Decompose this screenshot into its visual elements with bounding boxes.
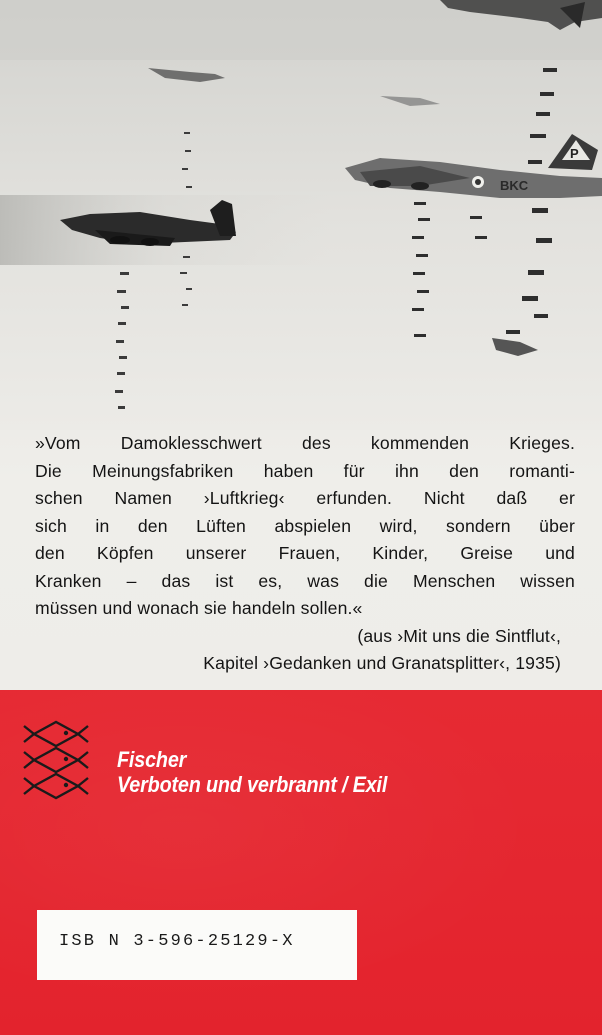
svg-text:BKC: BKC bbox=[500, 178, 529, 193]
series-name: Verboten und verbrannt / Exil bbox=[117, 772, 388, 797]
svg-text:P: P bbox=[570, 146, 579, 161]
quote-line: sich in den Lüften abspielen wird, sondern über bbox=[35, 515, 575, 536]
bomber-photograph bbox=[0, 0, 602, 430]
quote-line: müssen und wonach sie handeln sollen.« bbox=[35, 598, 363, 618]
quote-line: Die Meinungsfabriken haben für ihn den romanti- bbox=[35, 460, 575, 481]
isbn-label bbox=[37, 910, 357, 980]
publisher-text bbox=[117, 748, 417, 798]
quote-line: »Vom Damoklesschwert des kommenden Krieges. bbox=[35, 433, 575, 453]
fischer-fish-logo-icon bbox=[22, 720, 90, 802]
quote-source: (aus ›Mit uns die Sintflut‹, bbox=[357, 625, 561, 646]
quote-source: Kapitel ›Gedanken und Granatsplitter‹, 1935) bbox=[203, 653, 561, 673]
quote-line: Kranken – das ist es, was die Menschen wissen bbox=[35, 570, 575, 591]
isbn-number: ISB N 3-596-25129-X bbox=[59, 932, 295, 951]
publisher-name: Fischer bbox=[117, 747, 187, 772]
publisher-band bbox=[0, 690, 602, 1035]
quote-line: den Köpfen unserer Frauen, Kinder, Greise und bbox=[35, 543, 575, 563]
quote-line: schen Namen ›Luftkrieg‹ erfunden. Nicht daß er bbox=[35, 488, 575, 508]
quote-block bbox=[35, 430, 575, 678]
